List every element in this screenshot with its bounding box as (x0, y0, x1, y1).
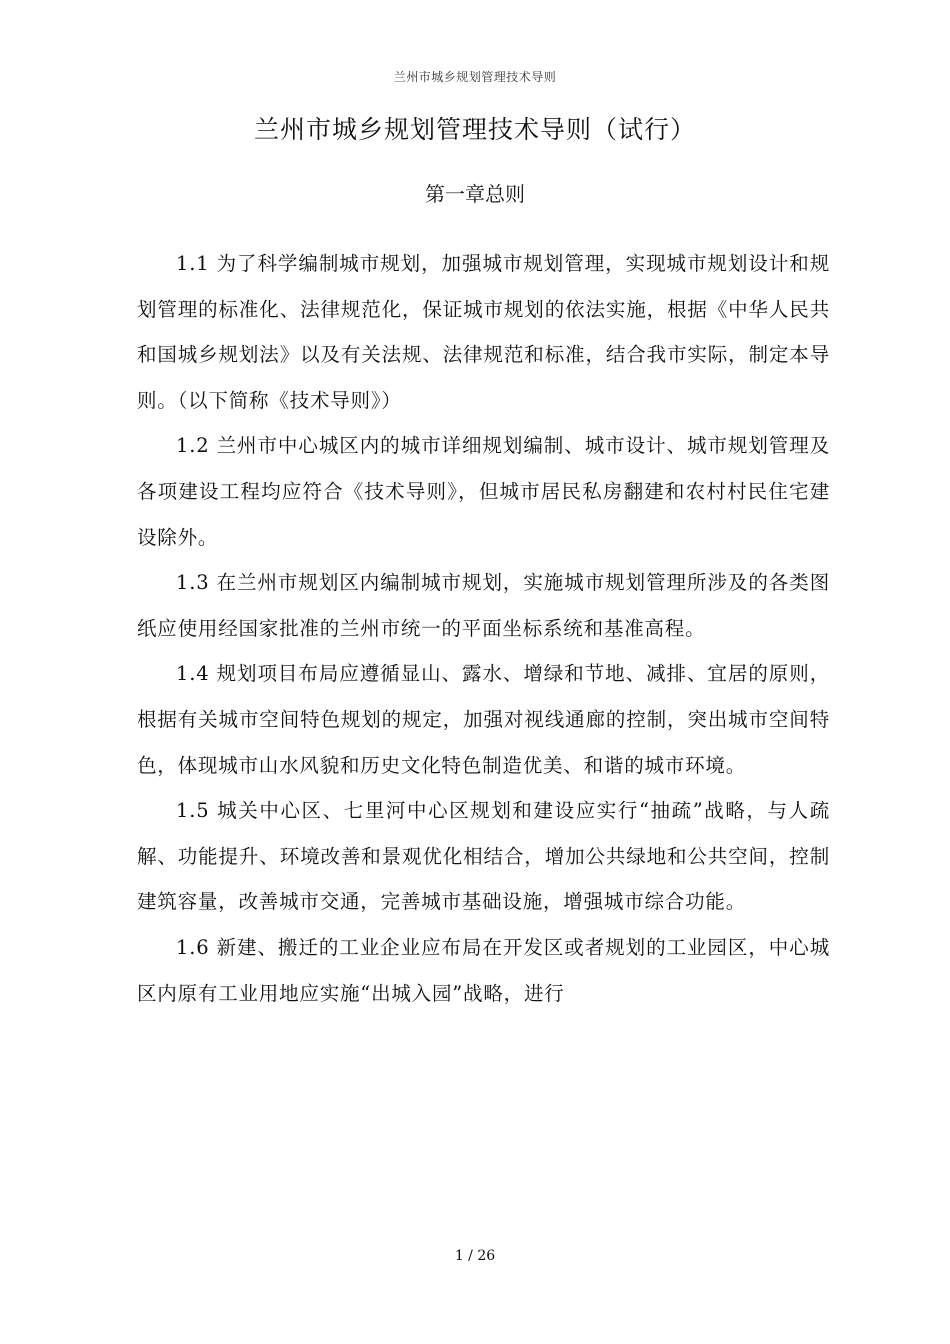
paragraph-1-4: 1.4 规划项目布局应遵循显山、露水、增绿和节地、减排、宜居的原则，根据有关城市空间特色规划的规定，加强对视线通廊的控制，突出城市空间特色，体现城市山水风貌和历史文化特色制造优美、和谐的城市环境。 (137, 662, 830, 777)
paragraph-1-2: 1.2 兰州市中心城区内的城市详细规划编制、城市设计、城市规划管理及各项建设工程均应符合《技术导则》，但城市居民私房翻建和农村村民住宅建设除外。 (137, 434, 830, 549)
page-number: 1 / 26 (454, 1248, 496, 1264)
chapter-heading: 第一章总则 (425, 182, 525, 206)
body-text (137, 241, 830, 1016)
paragraph-1-1: 1.1 为了科学编制城市规划，加强城市规划管理，实现城市规划设计和规划管理的标准化、法律规范化，保证城市规划的依法实施，根据《中华人民共和国城乡规划法》以及有关法规、法律规范和标准，结合我市实际，制定本导则。（以下简称《技术导则》） (137, 252, 830, 412)
paragraph-1-3: 1.3 在兰州市规划区内编制城市规划，实施城市规划管理所涉及的各类图纸应使用经国家批准的兰州市统一的平面坐标系统和基准高程。 (137, 571, 830, 640)
paragraph-1-5: 1.5 城关中心区、七里河中心区规划和建设应实行“抽疏”战略，与人疏解、功能提升、环境改善和景观优化相结合，增加公共绿地和公共空间，控制建筑容量，改善城市交通，完善城市基础设施，增强城市综合功能。 (137, 799, 830, 914)
document-title: 兰州市城乡规划管理技术导则（试行） (253, 115, 696, 144)
running-header: 兰州市城乡规划管理技术导则 (393, 70, 557, 84)
paragraph-1-6: 1.6 新建、搬迁的工业企业应布局在开发区或者规划的工业园区，中心城区内原有工业用地应实施“出城入园”战略，进行 (137, 935, 830, 1005)
